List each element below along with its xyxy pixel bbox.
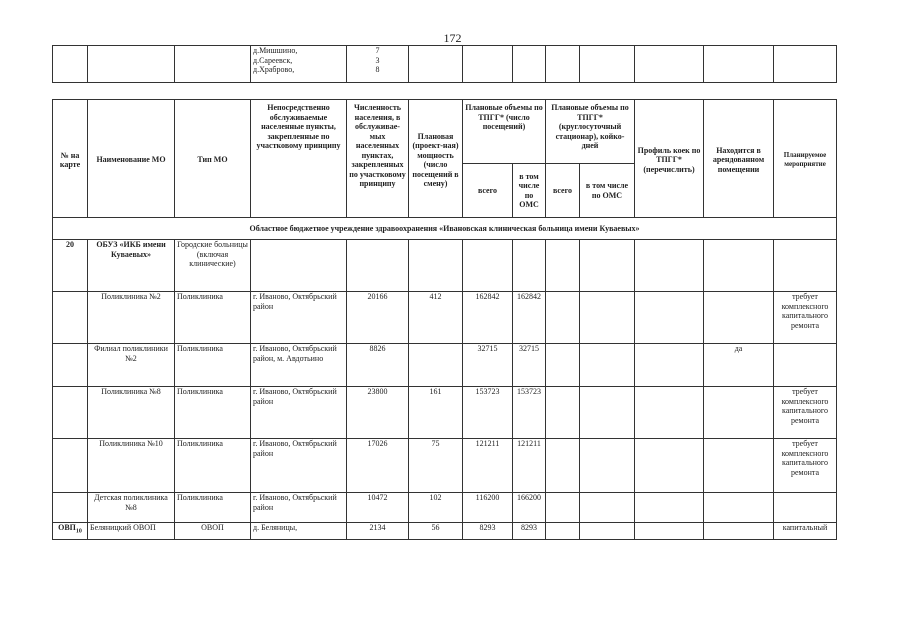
cell <box>546 46 580 83</box>
cell <box>513 240 546 292</box>
cell <box>580 292 635 344</box>
cell <box>635 493 704 523</box>
mo-planned: требует комплексного капитального ремонта <box>774 387 837 439</box>
mo-population: 23800 <box>347 387 409 439</box>
cell <box>251 240 347 292</box>
mo-visits-total: 153723 <box>463 387 513 439</box>
header-rented: Находится в арендованном помещении <box>704 100 774 218</box>
cell <box>53 493 88 523</box>
cell <box>409 46 463 83</box>
mo-rented: да <box>704 344 774 387</box>
cell <box>635 240 704 292</box>
mo-type: Поликлиника <box>175 493 251 523</box>
table-row <box>53 387 837 439</box>
header-planned: Планируемое мероприятие <box>774 100 837 218</box>
cell <box>704 46 774 83</box>
cell <box>580 439 635 493</box>
cell <box>635 523 704 540</box>
cell <box>580 387 635 439</box>
header-population: Численность населения, в обслуживае-мых населенных пунктах, закрепленных по участковому принципу <box>347 100 409 218</box>
mo-name: Детская поликлиника №8 <box>88 493 175 523</box>
header-no: № на карте <box>53 100 88 218</box>
header-tpgg-visits: Плановые объемы по ТПГГ* (число посещений) <box>463 100 546 164</box>
cell <box>635 46 704 83</box>
cell <box>580 344 635 387</box>
mo-capacity: 161 <box>409 387 463 439</box>
mo-population: 17026 <box>347 439 409 493</box>
mo-capacity <box>409 344 463 387</box>
mo-visits-total: 32715 <box>463 344 513 387</box>
mo-capacity: 412 <box>409 292 463 344</box>
mo-planned: капитальный <box>774 523 837 540</box>
mo-visits-oms: 121211 <box>513 439 546 493</box>
cell <box>546 523 580 540</box>
cell <box>463 240 513 292</box>
cell <box>53 439 88 493</box>
mo-visits-total: 162842 <box>463 292 513 344</box>
cell <box>546 439 580 493</box>
cell <box>546 387 580 439</box>
cell <box>175 46 251 83</box>
mo-planned: требует комплексного капитального ремонта <box>774 439 837 493</box>
mo-planned <box>774 493 837 523</box>
mo-points: г. Иваново, Октябрьский район <box>251 439 347 493</box>
cell <box>546 292 580 344</box>
cell <box>513 46 546 83</box>
point-line: д.Мишшино, <box>253 46 298 55</box>
mo-visits-total: 121211 <box>463 439 513 493</box>
cell <box>580 46 635 83</box>
cell <box>88 46 175 83</box>
table-row <box>53 439 837 493</box>
header-tpgg-beds: Плановые объемы по ТПГГ* (круглосуточный стационар), койко-дней <box>546 100 635 164</box>
mo-points: г. Иваново, Октябрьский район, м. Авдотьино <box>251 344 347 387</box>
continuation-table <box>52 45 837 83</box>
mo-name: Поликлиника №2 <box>88 292 175 344</box>
mo-population: 8826 <box>347 344 409 387</box>
header-name: Наименование МО <box>88 100 175 218</box>
mo-name: Поликлиника №8 <box>88 387 175 439</box>
header-beds-oms: в том числе по ОМС <box>580 164 635 218</box>
cell <box>53 387 88 439</box>
cell <box>546 240 580 292</box>
mo-points: г. Иваново, Октябрьский район <box>251 493 347 523</box>
mo-capacity: 56 <box>409 523 463 540</box>
cell <box>546 493 580 523</box>
mo-population: 20166 <box>347 292 409 344</box>
cell <box>53 46 88 83</box>
mo-type: Поликлиника <box>175 439 251 493</box>
continuation-counts <box>347 46 409 83</box>
point-line: д.Храброво, <box>253 65 295 74</box>
mo-type: Поликлиника <box>175 292 251 344</box>
cell <box>409 240 463 292</box>
count-line: 3 <box>375 55 380 65</box>
cell <box>635 387 704 439</box>
cell <box>635 292 704 344</box>
table-row <box>53 292 837 344</box>
ovp-code <box>53 523 88 540</box>
ovp-code-text: ОВП <box>58 523 76 532</box>
cell <box>635 344 704 387</box>
mo-visits-oms: 8293 <box>513 523 546 540</box>
mo-visits-oms: 153723 <box>513 387 546 439</box>
mo-visits-total: 8293 <box>463 523 513 540</box>
cell <box>53 344 88 387</box>
mo-planned: требует комплексного капитального ремонта <box>774 292 837 344</box>
header-points: Непосредственно обслуживаемые населенные пункты, закрепленные по участковому принципу <box>251 100 347 218</box>
point-line: д.Сареевск, <box>253 55 293 65</box>
cell <box>580 523 635 540</box>
main-table <box>52 99 837 540</box>
mo-name: Филиал поликлиники №2 <box>88 344 175 387</box>
org-no: 20 <box>53 240 88 292</box>
mo-visits-oms: 166200 <box>513 493 546 523</box>
ovp-code-subscript: 10 <box>75 528 82 535</box>
header-type: Тип МО <box>175 100 251 218</box>
count-line: 8 <box>375 65 380 74</box>
mo-planned <box>774 344 837 387</box>
cell <box>463 46 513 83</box>
cell <box>704 240 774 292</box>
mo-type: ОВОП <box>175 523 251 540</box>
header-profile: Профиль коек по ТПГГ* (перечислить) <box>635 100 704 218</box>
cell <box>704 523 774 540</box>
table-row <box>53 344 837 387</box>
count-line: 7 <box>375 46 380 55</box>
org-type: Городские больницы (включая клинические) <box>175 240 251 292</box>
page-number: 172 <box>443 31 462 45</box>
mo-population: 10472 <box>347 493 409 523</box>
mo-points: г. Иваново, Октябрьский район <box>251 292 347 344</box>
mo-name: Беляницкий ОВОП <box>88 523 175 540</box>
header-visits-oms: в том числе по ОМС <box>513 164 546 218</box>
cell <box>635 439 704 493</box>
cell <box>347 240 409 292</box>
cell <box>546 344 580 387</box>
header-visits-total: всего <box>463 164 513 218</box>
mo-points: д. Беляницы, <box>251 523 347 540</box>
cell <box>580 240 635 292</box>
continuation-points <box>251 46 347 83</box>
cell <box>774 240 837 292</box>
mo-name: Поликлиника №10 <box>88 439 175 493</box>
mo-rented <box>704 292 774 344</box>
mo-rented <box>704 439 774 493</box>
mo-visits-oms: 162842 <box>513 292 546 344</box>
mo-rented <box>704 493 774 523</box>
mo-visits-total: 116200 <box>463 493 513 523</box>
table-row <box>53 523 837 540</box>
mo-capacity: 102 <box>409 493 463 523</box>
cell <box>580 493 635 523</box>
mo-points: г. Иваново, Октябрьский район <box>251 387 347 439</box>
mo-capacity: 75 <box>409 439 463 493</box>
section-title: Областное бюджетное учреждение здравоохранения «Ивановская клиническая больница имени Куваевых» <box>53 218 837 240</box>
mo-visits-oms: 32715 <box>513 344 546 387</box>
mo-rented <box>704 387 774 439</box>
header-beds-total: всего <box>546 164 580 218</box>
mo-population: 2134 <box>347 523 409 540</box>
table-row <box>53 493 837 523</box>
cell <box>53 292 88 344</box>
header-capacity: Плановая (проект-ная) мощность (число посещений в смену) <box>409 100 463 218</box>
org-name: ОБУЗ «ИКБ имени Куваевых» <box>88 240 175 292</box>
cell <box>774 46 837 83</box>
mo-type: Поликлиника <box>175 344 251 387</box>
mo-type: Поликлиника <box>175 387 251 439</box>
